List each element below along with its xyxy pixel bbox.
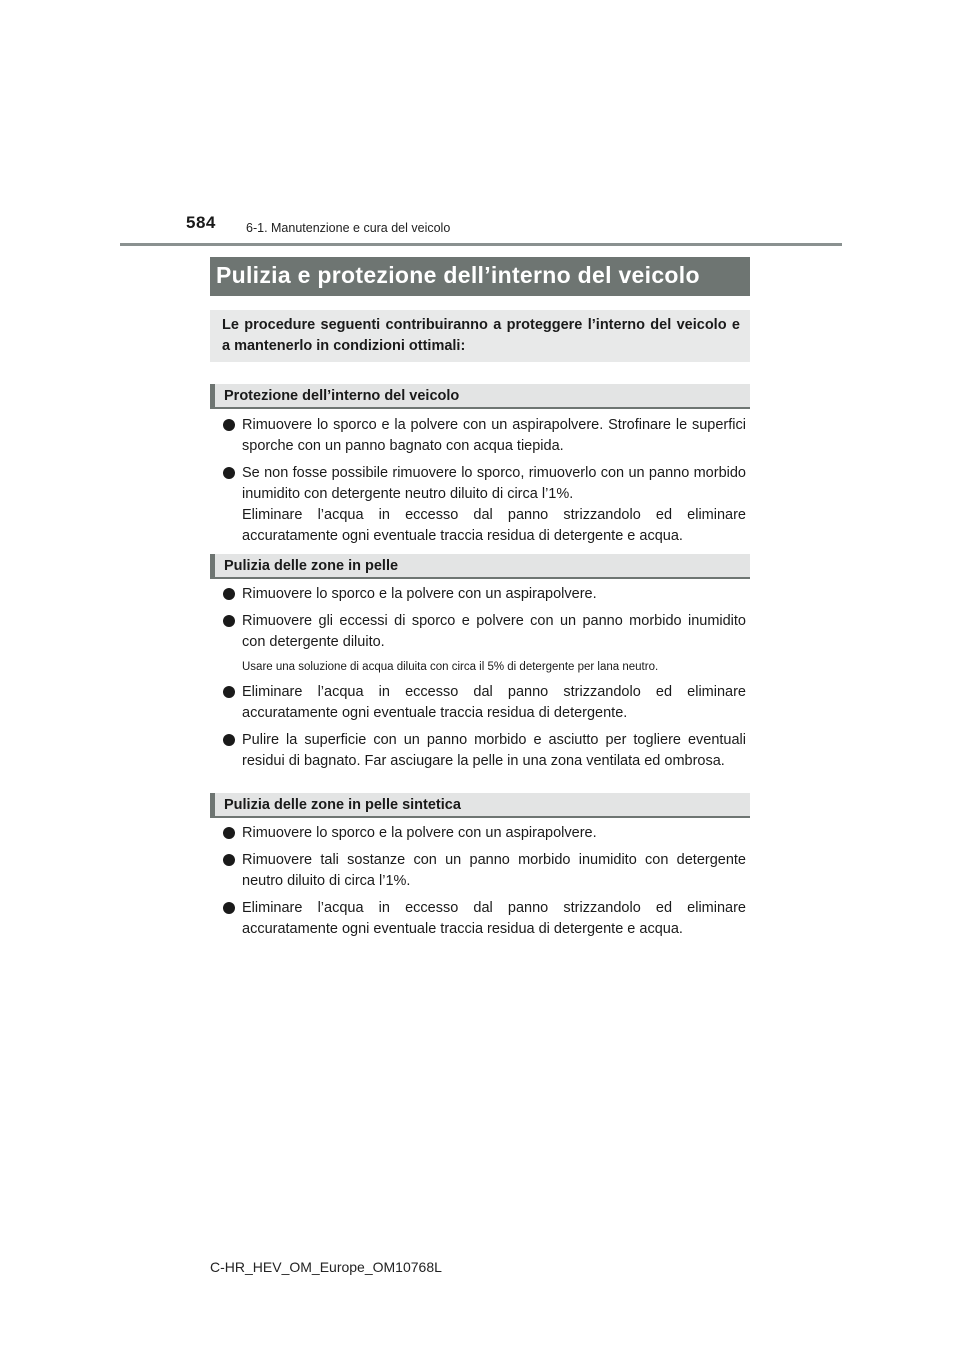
list-item [222, 730, 746, 772]
page-title: Pulizia e protezione dell’interno del veicolo [210, 257, 750, 296]
list-item-text: Eliminare l’acqua in eccesso dal panno strizzandolo ed eliminare accuratamente ogni eventuale traccia residua di detergente e acqua. [242, 900, 746, 937]
list-item-text: Eliminare l’acqua in eccesso dal panno strizzandolo ed eliminare accuratamente ogni eventuale traccia residua di detergente. [242, 684, 746, 721]
section-heading-leather: Pulizia delle zone in pelle [210, 554, 750, 579]
list-item [222, 611, 746, 653]
bullet-icon [223, 419, 235, 431]
list-item-text: Rimuovere lo sporco e la polvere con un aspirapolvere. Strofinare le superfici sporche con un panno bagnato con acqua tiepida. [242, 417, 746, 454]
bullet-icon [223, 615, 235, 627]
list-item-text: Rimuovere lo sporco e la polvere con un aspirapolvere. [242, 825, 597, 841]
bullet-icon [223, 734, 235, 746]
list-item [222, 850, 746, 892]
intro-box: Le procedure seguenti contribuiranno a proteggere l’interno del veicolo e a mantenerlo in condizioni ottimali: [210, 310, 750, 362]
page-number: 584 [186, 213, 216, 232]
list-item-continuation: Eliminare l’acqua in eccesso dal panno strizzandolo ed eliminare accuratamente ogni eventuale traccia residua di detergente e acqua. [242, 507, 746, 544]
bullet-icon [223, 827, 235, 839]
section-heading-interior-protection: Protezione dell’interno del veicolo [210, 384, 750, 409]
list-item-text: Rimuovere tali sostanze con un panno morbido inumidito con detergente neutro diluito di circa l’1%. [242, 852, 746, 889]
list-item [222, 463, 746, 547]
list-item-text: Pulire la superficie con un panno morbido e asciutto per togliere eventuali residui di bagnato. Far asciugare la pelle in una zona ventilata ed ombrosa. [242, 732, 746, 769]
list-item [222, 823, 746, 844]
bullet-icon [223, 686, 235, 698]
list-item [222, 584, 746, 605]
bullet-icon [223, 467, 235, 479]
list-item-text: Se non fosse possibile rimuovere lo sporco, rimuoverlo con un panno morbido inumidito con detergente neutro diluito di circa l’1%. [242, 465, 746, 502]
bullet-icon [223, 902, 235, 914]
bullet-icon [223, 854, 235, 866]
bullet-list-leather [222, 584, 746, 778]
note-text: Usare una soluzione di acqua diluita con circa il 5% di detergente per lana neutro. [242, 661, 659, 673]
bullet-list-synthetic-leather [222, 823, 746, 946]
list-item-text: Rimuovere lo sporco e la polvere con un aspirapolvere. [242, 586, 597, 602]
footer-document-code: C-HR_HEV_OM_Europe_OM10768L [210, 1259, 442, 1275]
section-heading-synthetic-leather: Pulizia delle zone in pelle sintetica [210, 793, 750, 818]
list-item [222, 898, 746, 940]
breadcrumb: 6-1. Manutenzione e cura del veicolo [246, 221, 451, 235]
bullet-icon [223, 588, 235, 600]
list-item [222, 415, 746, 457]
list-item [222, 682, 746, 724]
header-rule [120, 243, 842, 246]
list-item-text: Rimuovere gli eccessi di sporco e polvere con un panno morbido inumidito con detergente diluito. [242, 613, 746, 650]
bullet-list-interior-protection [222, 415, 746, 553]
